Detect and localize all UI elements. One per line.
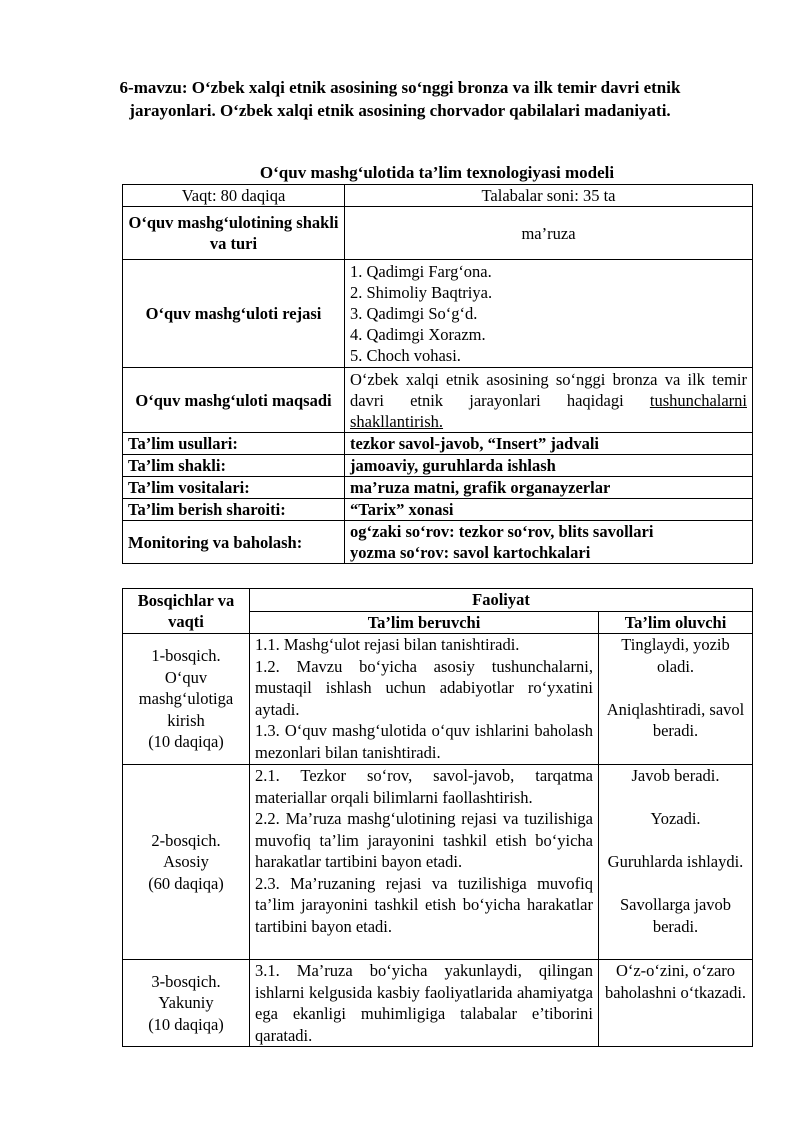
model-title: O‘quv mashg‘ulotida ta’lim texnologiyasi modeli (259, 163, 615, 182)
student-header: Ta’lim oluvchi (599, 611, 753, 634)
goal-text (345, 368, 753, 433)
stage-line: 3-bosqich. (151, 971, 221, 991)
stage-line: O‘quv (164, 667, 208, 687)
teacher-step: 2.1. Tezkor so‘rov, savol-javob, tarqatma materiallar orqali bilimlarni faollashtirish. (255, 766, 593, 807)
stage-line: mashg‘ulotiga (138, 689, 234, 709)
teacher-step: 2.2. Ma’ruza mashg‘ulotining rejasi va tuzilishiga muvofiq ta’lim jarayonini tashkil etish bo‘yicha harakatlar tartibini bayon etadi. (255, 809, 593, 871)
monitoring-line: og‘zaki so‘rov: tezkor so‘rov, blits savollari (350, 522, 654, 541)
monitoring-label: Monitoring va baholash: (123, 521, 345, 564)
activity-header: Faoliyat (250, 589, 753, 612)
stage-1-cell (123, 634, 250, 765)
stage-3-teacher (250, 960, 599, 1047)
tools-value: ma’ruza matni, grafik organayzerlar (345, 477, 753, 499)
tools-label: Ta’lim vositalari: (123, 477, 345, 499)
stage-2-teacher (250, 765, 599, 960)
student-action: Savollarga javob beradi. (619, 895, 732, 936)
stage-1-student (599, 634, 753, 765)
goal-text-main: O‘zbek xalqi etnik asosining so‘nggi bronza va ilk temir davri etnik jarayonlari haqidagi (350, 369, 747, 410)
time-cell: Vaqt: 80 daqiqa (123, 185, 345, 207)
teacher-step: 1.2. Mavzu bo‘yicha asosiy tushunchalarni, mustaqil ishlash uchun adabiyotlar ro‘yxatini aytadi. (255, 656, 593, 719)
goal-label: O‘quv mashg‘uloti maqsadi (123, 368, 345, 433)
stage-line: Yakuniy (158, 993, 214, 1013)
student-action: Guruhlarda ishlaydi. (607, 852, 744, 871)
plan-item: 2. Shimoliy Baqtriya. (350, 283, 493, 302)
student-action: Aniqlashtiradi, savol beradi. (606, 699, 745, 740)
stage-line: kirish (167, 710, 205, 730)
form-type-label: Ta’lim shakli: (123, 455, 345, 477)
overview-table (122, 184, 753, 564)
plan-item: 4. Qadimgi Xorazm. (350, 325, 486, 344)
goal-text-underlined: tushunchalarni shakllantirish. (350, 390, 747, 431)
stage-line: 2-bosqich. (151, 830, 221, 850)
stage-line: 1-bosqich. (151, 646, 221, 666)
stage-3-cell (123, 960, 250, 1047)
monitoring-value (345, 521, 753, 564)
monitoring-line: yozma so‘rov: savol kartochkalari (350, 543, 591, 562)
stage-line: Asosiy (163, 852, 209, 872)
form-value: ma’ruza (345, 207, 753, 260)
conditions-label: Ta’lim berish sharoiti: (123, 499, 345, 521)
plan-label: O‘quv mashg‘uloti rejasi (123, 260, 345, 368)
plan-list (345, 260, 753, 368)
student-action: O‘z-o‘zini, o‘zaro baholashni o‘tkazadi. (604, 961, 747, 1002)
stage-line: (10 daqiqa) (148, 1014, 224, 1034)
stage-line: (60 daqiqa) (148, 873, 224, 893)
stage-3-student (599, 960, 753, 1047)
methods-value: tezkor savol-javob, “Insert” jadvali (345, 433, 753, 455)
stage-2-student (599, 765, 753, 960)
stage-1-teacher (250, 634, 599, 765)
stage-line: (10 daqiqa) (148, 732, 224, 752)
stage-header: Bosqichlar va vaqti (123, 589, 250, 634)
student-action: Javob beradi. (631, 766, 720, 785)
form-type-value: jamoaviy, guruhlarda ishlash (345, 455, 753, 477)
teacher-header: Ta’lim beruvchi (250, 611, 599, 634)
stage-2-cell (123, 765, 250, 960)
conditions-value: “Tarix” xonasi (345, 499, 753, 521)
plan-item: 1. Qadimgi Farg‘ona. (350, 262, 492, 281)
teacher-step: 2.3. Ma’ruzaning rejasi va tuzilishiga muvofiq ta’lim jarayonini tashkil etish bo‘yicha harakatlar tartibini bayon etadi. (255, 873, 593, 936)
plan-item: 5. Choch vohasi. (350, 346, 461, 365)
teacher-step: 1.3. O‘quv mashg‘ulotida o‘quv ishlarini baholash mezonlari bilan tanishtiradi. (255, 721, 593, 762)
student-action: Tinglaydi, yozib oladi. (621, 635, 730, 676)
topic-title: 6-mavzu: O‘zbek xalqi etnik asosining so‘nggi bronza va ilk temir davri etnik jarayonlari. O‘zbek xalqi etnik asosining chorvador qabilalari madaniyati. (119, 78, 681, 120)
form-label: O‘quv mashg‘ulotining shakli va turi (123, 207, 345, 260)
students-cell: Talabalar soni: 35 ta (345, 185, 753, 207)
teacher-step: 1.1. Mashg‘ulot rejasi bilan tanishtiradi. (255, 635, 520, 654)
methods-label: Ta’lim usullari: (123, 433, 345, 455)
plan-item: 3. Qadimgi So‘g‘d. (350, 304, 478, 323)
stages-table (122, 588, 753, 1047)
student-action: Yozadi. (650, 809, 701, 828)
teacher-step: 3.1. Ma’ruza bo‘yicha yakunlaydi, qilingan ishlarni kelgusida kasbiy faoliyatlarida ahamiyatga ega ekanligi muhimligiga talabalar e’tiborini qaratadi. (255, 961, 593, 1045)
